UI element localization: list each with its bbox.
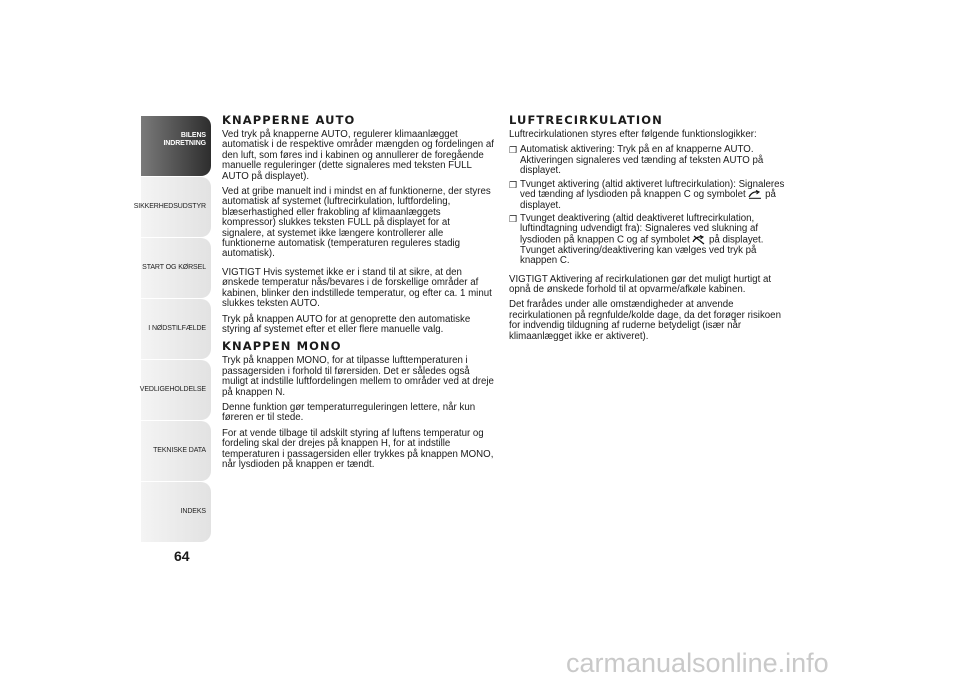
tab-label: INDEKS	[180, 508, 206, 515]
tab-vedligeholdelse[interactable]	[141, 360, 211, 420]
watermark: carmanualsonline.info	[566, 648, 829, 678]
right-column	[509, 114, 785, 347]
list-item-text: Automatisk aktivering: Tryk på en af knapperne AUTO. Aktiveringen signaleres ved tænding af teksten AUTO på displayet.	[520, 144, 764, 177]
chapter-sidebar	[133, 116, 211, 543]
paragraph: VIGTIGT Aktivering af recirkulationen gør det muligt hurtigt at opnå de ønskede forhold til at opvarme/afkøle kabinen.	[509, 273, 772, 295]
tab-label: START OG KØRSEL	[142, 264, 206, 271]
list-item	[509, 214, 785, 267]
recirculation-on-icon	[748, 190, 762, 199]
tab-indeks[interactable]	[141, 482, 211, 542]
tab-label: VEDLIGEHOLDELSE	[139, 386, 206, 393]
paragraph: For at vende tilbage til adskilt styring af luftens temperatur og fordeling skal der drejes på knappen H, for at indstille temperaturen i passagersiden eller trykkes på knappen MONO, når lysdioden på knappen er tændt.	[222, 427, 494, 470]
left-column	[222, 114, 494, 475]
tab-i-nodstilfaelde[interactable]	[141, 299, 211, 359]
list-item-text: på displayet.	[520, 189, 776, 211]
paragraph: Det frarådes under alle omstændigheder at anvende recirkulationen på regnfulde/kolde dage, da det forøger risikoen for indvendig tildugning af ruderne betydeligt (især når klimaanlægget ikke er aktiveret).	[509, 299, 781, 342]
list-item	[509, 145, 785, 176]
paragraph: Luftrecirkulationen styres efter følgende funktionslogikker:	[509, 129, 757, 140]
checkbox-bullet-icon: ❒	[509, 179, 518, 190]
checkbox-bullet-icon: ❒	[509, 213, 518, 224]
list-item-text: Tvunget deaktivering (altid deaktiveret luftrecirkulation, luftindtagning udvendigt fra): Signaleres ved slukning af lysdioden på knappen C og af symbolet	[520, 212, 759, 246]
heading-knapperne-auto: KNAPPERNE AUTO	[222, 113, 356, 127]
tab-label: SIKKERHEDSUDSTYR	[133, 203, 206, 210]
tab-sikkerhedsudstyr[interactable]	[133, 177, 211, 237]
tab-label: TEKNISKE DATA	[153, 447, 206, 454]
paragraph: Tryk på knappen AUTO for at genoprette den automatiske styring af systemet efter et eller flere manuelle valg.	[222, 313, 471, 335]
checkbox-bullet-icon: ❒	[509, 145, 518, 156]
paragraph: Ved tryk på knapperne AUTO, regulerer klimaanlægget automatisk i de respektive områder mængden og fordelingen af den luft, som føres ind i kabinen og annullerer de foregående manuelle reguleringer (dette signaleres med teksten FULL AUTO på displayet).	[222, 129, 494, 182]
tab-start-og-korsel[interactable]	[141, 238, 211, 298]
list-item	[509, 180, 785, 211]
tab-bilens-indretning[interactable]	[141, 116, 211, 176]
tab-label: I NØDSTILFÆLDE	[148, 325, 206, 332]
paragraph: VIGTIGT Hvis systemet ikke er i stand til at sikre, at den ønskede temperatur nås/bevares i de forskellige områder af kabinen, blinker den indstillede temperatur, og efter ca. 1 minut slukkes teksten AUTO.	[222, 266, 492, 310]
page-number: 64	[174, 548, 190, 564]
heading-knappen-mono: KNAPPEN MONO	[222, 339, 342, 354]
heading-luftrecirkulation: LUFTRECIRKULATION	[509, 113, 663, 127]
recirculation-off-icon	[692, 235, 706, 245]
paragraph: Tryk på knappen MONO, for at tilpasse lufttemperaturen i passagersiden i forhold til førersiden. Det er således også muligt at indstille luftfordelingen mellem to områder ved at dreje på knappen N.	[222, 355, 494, 398]
list-item-text: på displayet. Tvunget aktivering/deaktivering kan vælges ved tryk på knappen C.	[520, 234, 764, 267]
tab-label: BILENS INDRETNING	[163, 132, 206, 147]
list-item-text: Tvunget aktivering (altid aktiveret luftrecirkulation): Signaleres ved tænding af lysdioden på knappen C og symbolet	[520, 178, 785, 201]
paragraph: Denne funktion gør temperaturreguleringen lettere, når kun føreren er til stede.	[222, 401, 476, 424]
tab-tekniske-data[interactable]	[141, 421, 211, 481]
bullet-list	[509, 145, 785, 266]
paragraph: Ved at gribe manuelt ind i mindst en af funktionerne, der styres automatisk af systemet (luftrecirkulation, luftfordeling, blæserhastighed eller frakobling af klimaanlæggets kompressor) slukkes teksten FULL på displayet for at signalere, at systemet ikke længere kontrollerer alle funktionerne automatisk (temperaturen reguleres stadig automatisk).	[222, 186, 491, 260]
